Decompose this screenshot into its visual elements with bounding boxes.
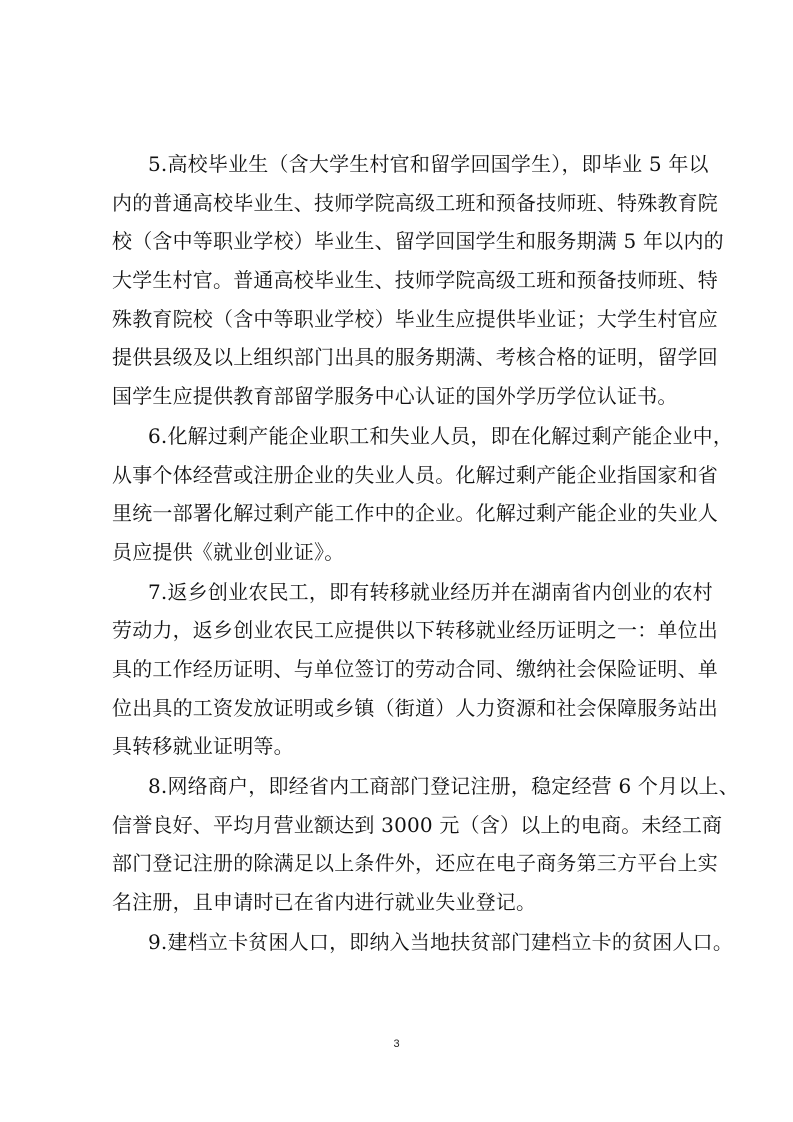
text-line: 8.网络商户，即经省内工商部门登记注册，稳定经营 6 个月以上、 xyxy=(148,774,739,798)
text-line: 殊教育院校（含中等职业学校）毕业生应提供毕业证；大学生村官应 xyxy=(112,306,718,331)
text-line: 具转移就业证明等。 xyxy=(112,734,294,759)
text-line: 位出具的工资发放证明或乡镇（街道）人力资源和社会保障服务站出 xyxy=(112,695,718,720)
text-line: 部门登记注册的除满足以上条件外，还应在电子商务第三方平台上实 xyxy=(112,851,718,876)
paragraph-8-online-merchants xyxy=(112,767,739,922)
text-line: 具的工作经历证明、与单位签订的劳动合同、缴纳社会保险证明、单 xyxy=(112,656,718,681)
text-line: 信誉良好、平均月营业额达到 3000 元（含）以上的电商。未经工商 xyxy=(112,812,723,837)
text-line: 劳动力，返乡创业农民工应提供以下转移就业经历证明之一：单位出 xyxy=(112,618,718,643)
page-number: 3 xyxy=(393,1038,400,1050)
text-line: 5.高校毕业生（含大学生村官和留学回国学生），即毕业 5 年以 xyxy=(148,152,709,176)
paragraph-7-returning-migrant-workers xyxy=(112,573,718,766)
text-line: 内的普通高校毕业生、技师学院高级工班和预备技师班、特殊教育院 xyxy=(112,190,718,215)
text-line: 名注册，且申请时已在省内进行就业失业登记。 xyxy=(112,890,537,915)
text-line: 从事个体经营或注册企业的失业人员。化解过剩产能企业指国家和省 xyxy=(112,462,718,487)
text-line: 6.化解过剩产能企业职工和失业人员，即在化解过剩产能企业中， xyxy=(148,423,734,448)
text-line: 国学生应提供教育部留学服务中心认证的国外学历学位认证书。 xyxy=(112,384,678,409)
text-line: 7.返乡创业农民工，即有转移就业经历并在湖南省内创业的农村 xyxy=(148,579,713,604)
paragraph-6-overcapacity-workers xyxy=(112,417,734,572)
document-body xyxy=(112,145,739,962)
text-line: 校（含中等职业学校）毕业生、留学回国学生和服务期满 5 年以内的 xyxy=(112,229,724,254)
text-line: 大学生村官。普通高校毕业生、技师学院高级工班和预备技师班、特 xyxy=(112,268,718,293)
paragraph-5-college-graduates xyxy=(112,145,724,416)
paragraph-9-registered-poor-population xyxy=(112,923,734,962)
text-line: 提供县级及以上组织部门出具的服务期满、考核合格的证明，留学回 xyxy=(112,345,718,370)
text-line: 里统一部署化解过剩产能工作中的企业。化解过剩产能企业的失业人 xyxy=(112,501,718,526)
text-line: 员应提供《就业创业证》。 xyxy=(112,539,345,564)
text-line: 9.建档立卡贫困人口，即纳入当地扶贫部门建档立卡的贫困人口。 xyxy=(148,929,734,954)
